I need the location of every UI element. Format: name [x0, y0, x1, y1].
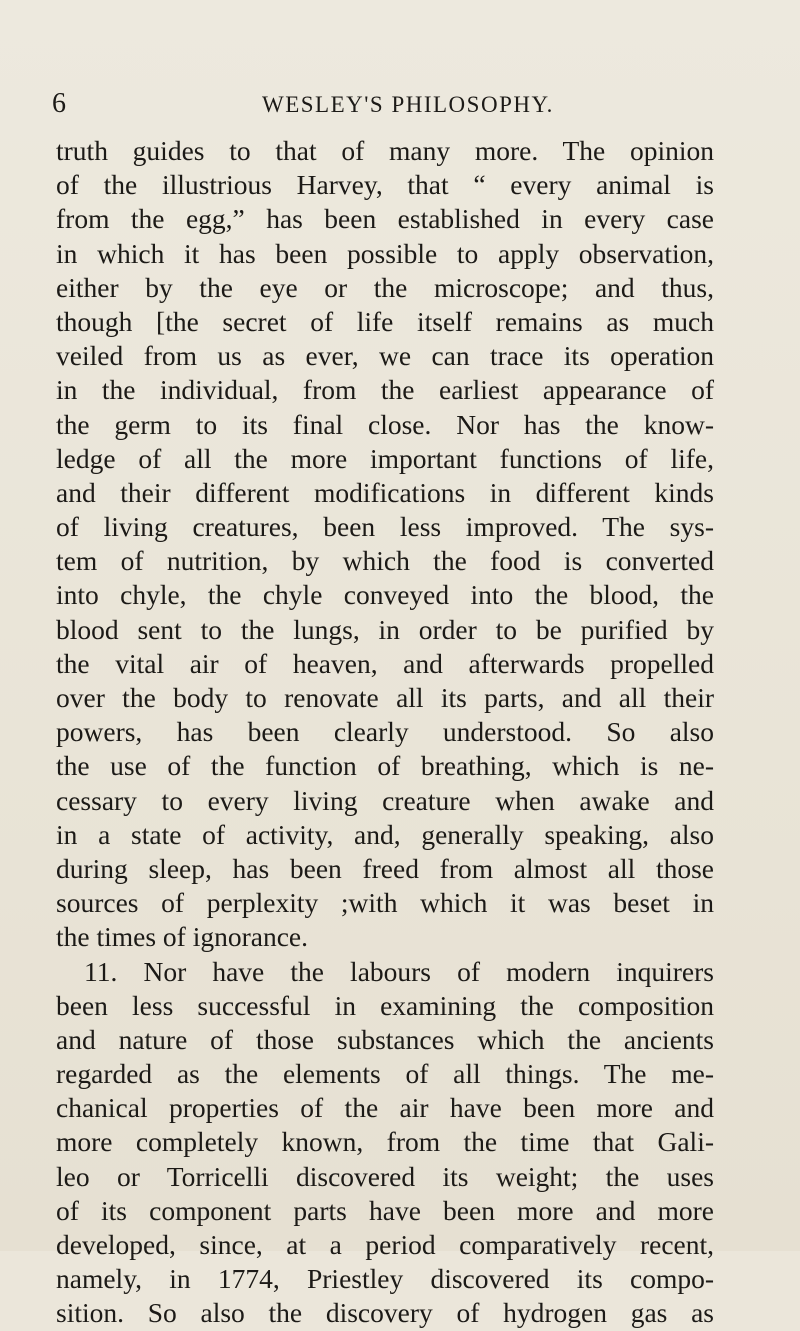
- paragraph-2: [56, 955, 714, 1331]
- text-line: and their different modifications in different kinds: [56, 476, 714, 508]
- text-line: of its component parts have been more and more: [56, 1194, 714, 1226]
- text-line: 11. Nor have the labours of modern inquirers: [84, 955, 714, 987]
- text-line: into chyle, the chyle conveyed into the blood, the: [56, 579, 714, 611]
- text-line: during sleep, has been freed from almost all those: [56, 852, 714, 884]
- text-line: the germ to its final close. Nor has the know-: [56, 408, 714, 440]
- text-line: of living creatures, been less improved. The sys-: [56, 511, 714, 543]
- text-line: the times of ignorance.: [56, 921, 308, 953]
- text-line: the use of the function of breathing, which is ne-: [56, 750, 714, 782]
- text-line: sition. So also the discovery of hydrogen gas as: [56, 1297, 714, 1329]
- text-line: cessary to every living creature when awake and: [56, 784, 714, 816]
- text-line: blood sent to the lungs, in order to be purified by: [56, 613, 714, 645]
- text-line: ledge of all the more important functions of life,: [56, 442, 714, 474]
- text-line: sources of perplexity ;with which it was beset in: [56, 887, 714, 919]
- text-line: in the individual, from the earliest appearance of: [56, 374, 714, 406]
- text-line: in which it has been possible to apply observation,: [56, 237, 714, 269]
- text-line: either by the eye or the microscope; and thus,: [56, 271, 714, 303]
- text-line: developed, since, at a period comparatively recent,: [56, 1229, 714, 1260]
- text-line: and nature of those substances which the ancients: [56, 1023, 714, 1055]
- text-line: powers, has been clearly understood. So also: [56, 716, 714, 748]
- page-number: 6: [52, 88, 66, 119]
- text-line: veiled from us as ever, we can trace its operation: [56, 340, 714, 372]
- text-line: though [the secret of life itself remains as much: [56, 305, 714, 337]
- text-line: leo or Torricelli discovered its weight; the uses: [56, 1160, 714, 1192]
- text-line: the vital air of heaven, and afterwards propelled: [56, 647, 714, 679]
- text-line: over the body to renovate all its parts, and all their: [56, 682, 714, 713]
- text-line: in a state of activity, and, generally speaking, also: [56, 818, 714, 850]
- text-line: namely, in 1774, Priestley discovered its compo-: [56, 1263, 714, 1295]
- text-line: from the egg,” has been established in every case: [56, 203, 714, 235]
- running-head: WESLEY'S PHILOSOPHY.: [262, 92, 554, 117]
- paragraph-1: [56, 134, 714, 955]
- text-line: chanical properties of the air have been more and: [56, 1092, 714, 1124]
- body-text: [56, 134, 714, 1331]
- text-line: been less successful in examining the composition: [56, 989, 714, 1021]
- text-line: of the illustrious Harvey, that “ every animal is: [56, 169, 714, 201]
- page-header: [52, 88, 752, 120]
- text-line: truth guides to that of many more. The opinion: [56, 135, 714, 166]
- text-line: regarded as the elements of all things. The me-: [56, 1058, 714, 1090]
- text-line: more completely known, from the time that Gali-: [56, 1126, 714, 1158]
- text-line: tem of nutrition, by which the food is converted: [56, 545, 714, 577]
